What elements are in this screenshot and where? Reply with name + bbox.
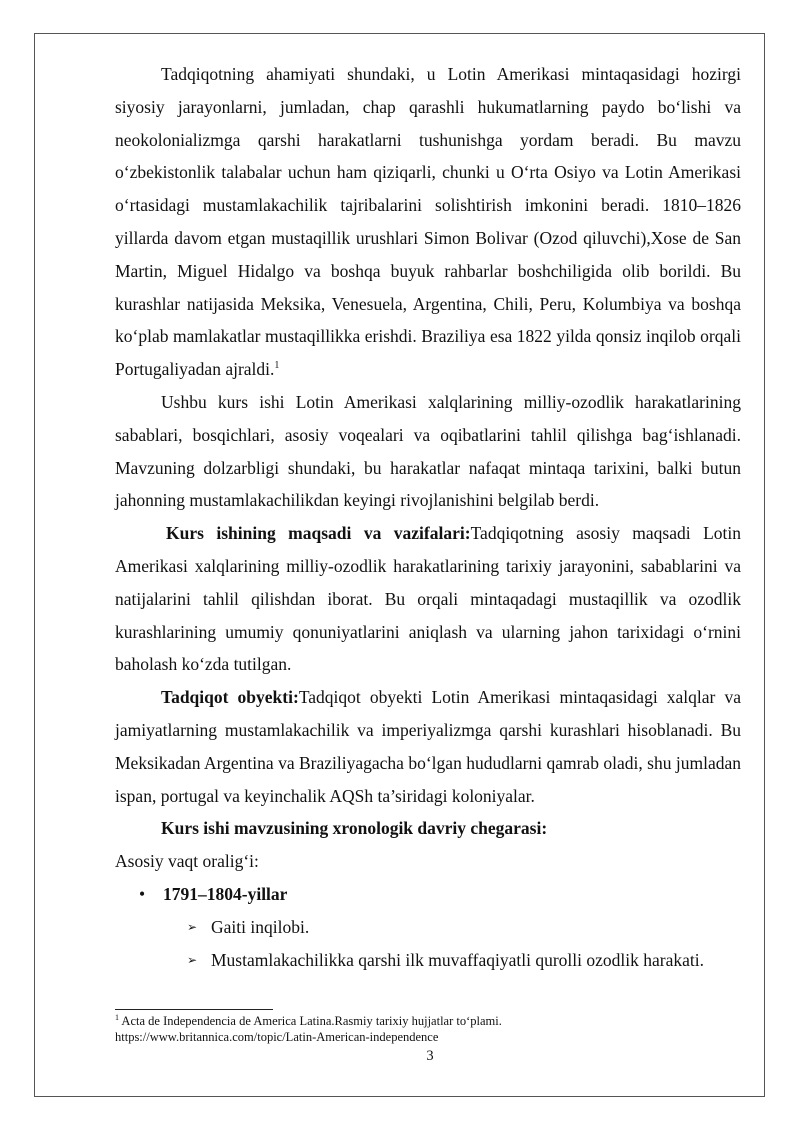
paragraph-significance: Tadqiqotning ahamiyati shundaki, u Lotin Amerikasi mintaqasidagi hozirgi siyosiy jarayonlarni, jumladan, chap qarashli hukumatlarning paydo bo‘lishi va neokolonializmga qarshi harakatlarni tushunishga yordam beradi. Bu mavzu o‘zbekistonlik talabalar uchun ham qiziqarli, chunki u O‘rta Osiyo va Lotin Amerikasi o‘rtasidagi mustamlakachilik tajribalarini solishtirish imkonini beradi. 1810–1826 yillarda davom etgan mustaqillik urushlari Simon Bolivar (Ozod qiluvchi),Xose de San Martin, Miguel Hidalgo va boshqa buyuk rahbarlar boshchiligida olib borildi. Bu kurashlar natijasida Meksika, Venesuela, Argentina, Chili, Peru, Kolumbiya va boshqa ko‘plab mamlakatlar mustaqillikka erishdi. Braziliya esa 1822 yilda qonsiz inqilob orqali Portugaliyadan ajraldi.$^1$ — [115, 64, 741, 380]
footnote-separator — [115, 1009, 273, 1010]
page-number: 3 — [426, 1048, 434, 1064]
bullet-label: 1791–1804-yillar — [163, 883, 288, 904]
list-item: ➢ Mustamlakachilikka qarshi ilk muvaffaqiyatli qurolli ozodlik harakati. — [115, 944, 741, 977]
document-body — [115, 58, 741, 976]
footnote-link[interactable]: https://www.britannica.com/topic/Latin-American-independence — [115, 1029, 439, 1044]
list-item — [115, 878, 741, 911]
footnote-marker: 1 — [115, 1012, 119, 1022]
paragraph-object: Tadqiqot obyekti:Tadqiqot obyekti Lotin Amerikasi mintaqasidagi xalqlar va jamiyatlarning mustamlakachilik va imperiyalizmga qarshi kurashlari hisoblanadi. Bu Meksikadan Argentina va Braziliyagacha bo‘lgan hududlarni qamrab oladi, shu jumladan ispan, portugal va keyinchalik AQSh ta’siridagi koloniyalar. — [115, 687, 741, 806]
paragraph-goals: Kurs ishining maqsadi va vazifalari:Tadqiqotning asosiy maqsadi Lotin Amerikasi xalqlarining milliy-ozodlik harakatlarining tarixiy jarayonini, sabablarini va natijalarini tahlil qilishdan iborat. Bu orqali mintaqadagi mustaqillik va ozodlik kurashlarining umumiy qonuniyatlarini aniqlash va ularning jahon tarixidagi o‘rnini baholash ko‘zda tutilgan. — [115, 523, 741, 675]
footnote-area — [115, 1009, 741, 1045]
bullet-icon: • — [139, 883, 146, 904]
section-heading: Kurs ishi mavzusining xronologik davriy chegarasi: — [161, 818, 548, 839]
object-label: Tadqiqot obyekti: — [161, 687, 299, 708]
paragraph-topic: Ushbu kurs ishi Lotin Amerikasi xalqlarining milliy-ozodlik harakatlarining sabablari, bosqichlari, asosiy voqealari va oqibatlarini tahlil qilishga bag‘ishlanadi. Mavzuning dolzarbligi shundaki, bu harakatlar nafaqat mintaqa tarixini, balki butun jahonning mustamlakachilikdan keyingi rivojlanishini belgilab berdi. — [115, 391, 741, 511]
footnote-ref: 1 — [274, 360, 280, 372]
list-item: ➢ Gaiti inqilobi. — [115, 911, 741, 944]
arrow-bullet-icon: ➢ — [187, 919, 198, 934]
arrow-bullet-icon: ➢ — [187, 952, 198, 967]
section-subheading: Asosiy vaqt oralig‘i: — [115, 851, 259, 872]
footnote-line: $^1$ Acta de Independencia de America Latina.Rasmiy tarixiy hujjatlar to‘plami. — [115, 1012, 502, 1028]
goals-label: Kurs ishining maqsadi va vazifalari: — [166, 523, 471, 544]
